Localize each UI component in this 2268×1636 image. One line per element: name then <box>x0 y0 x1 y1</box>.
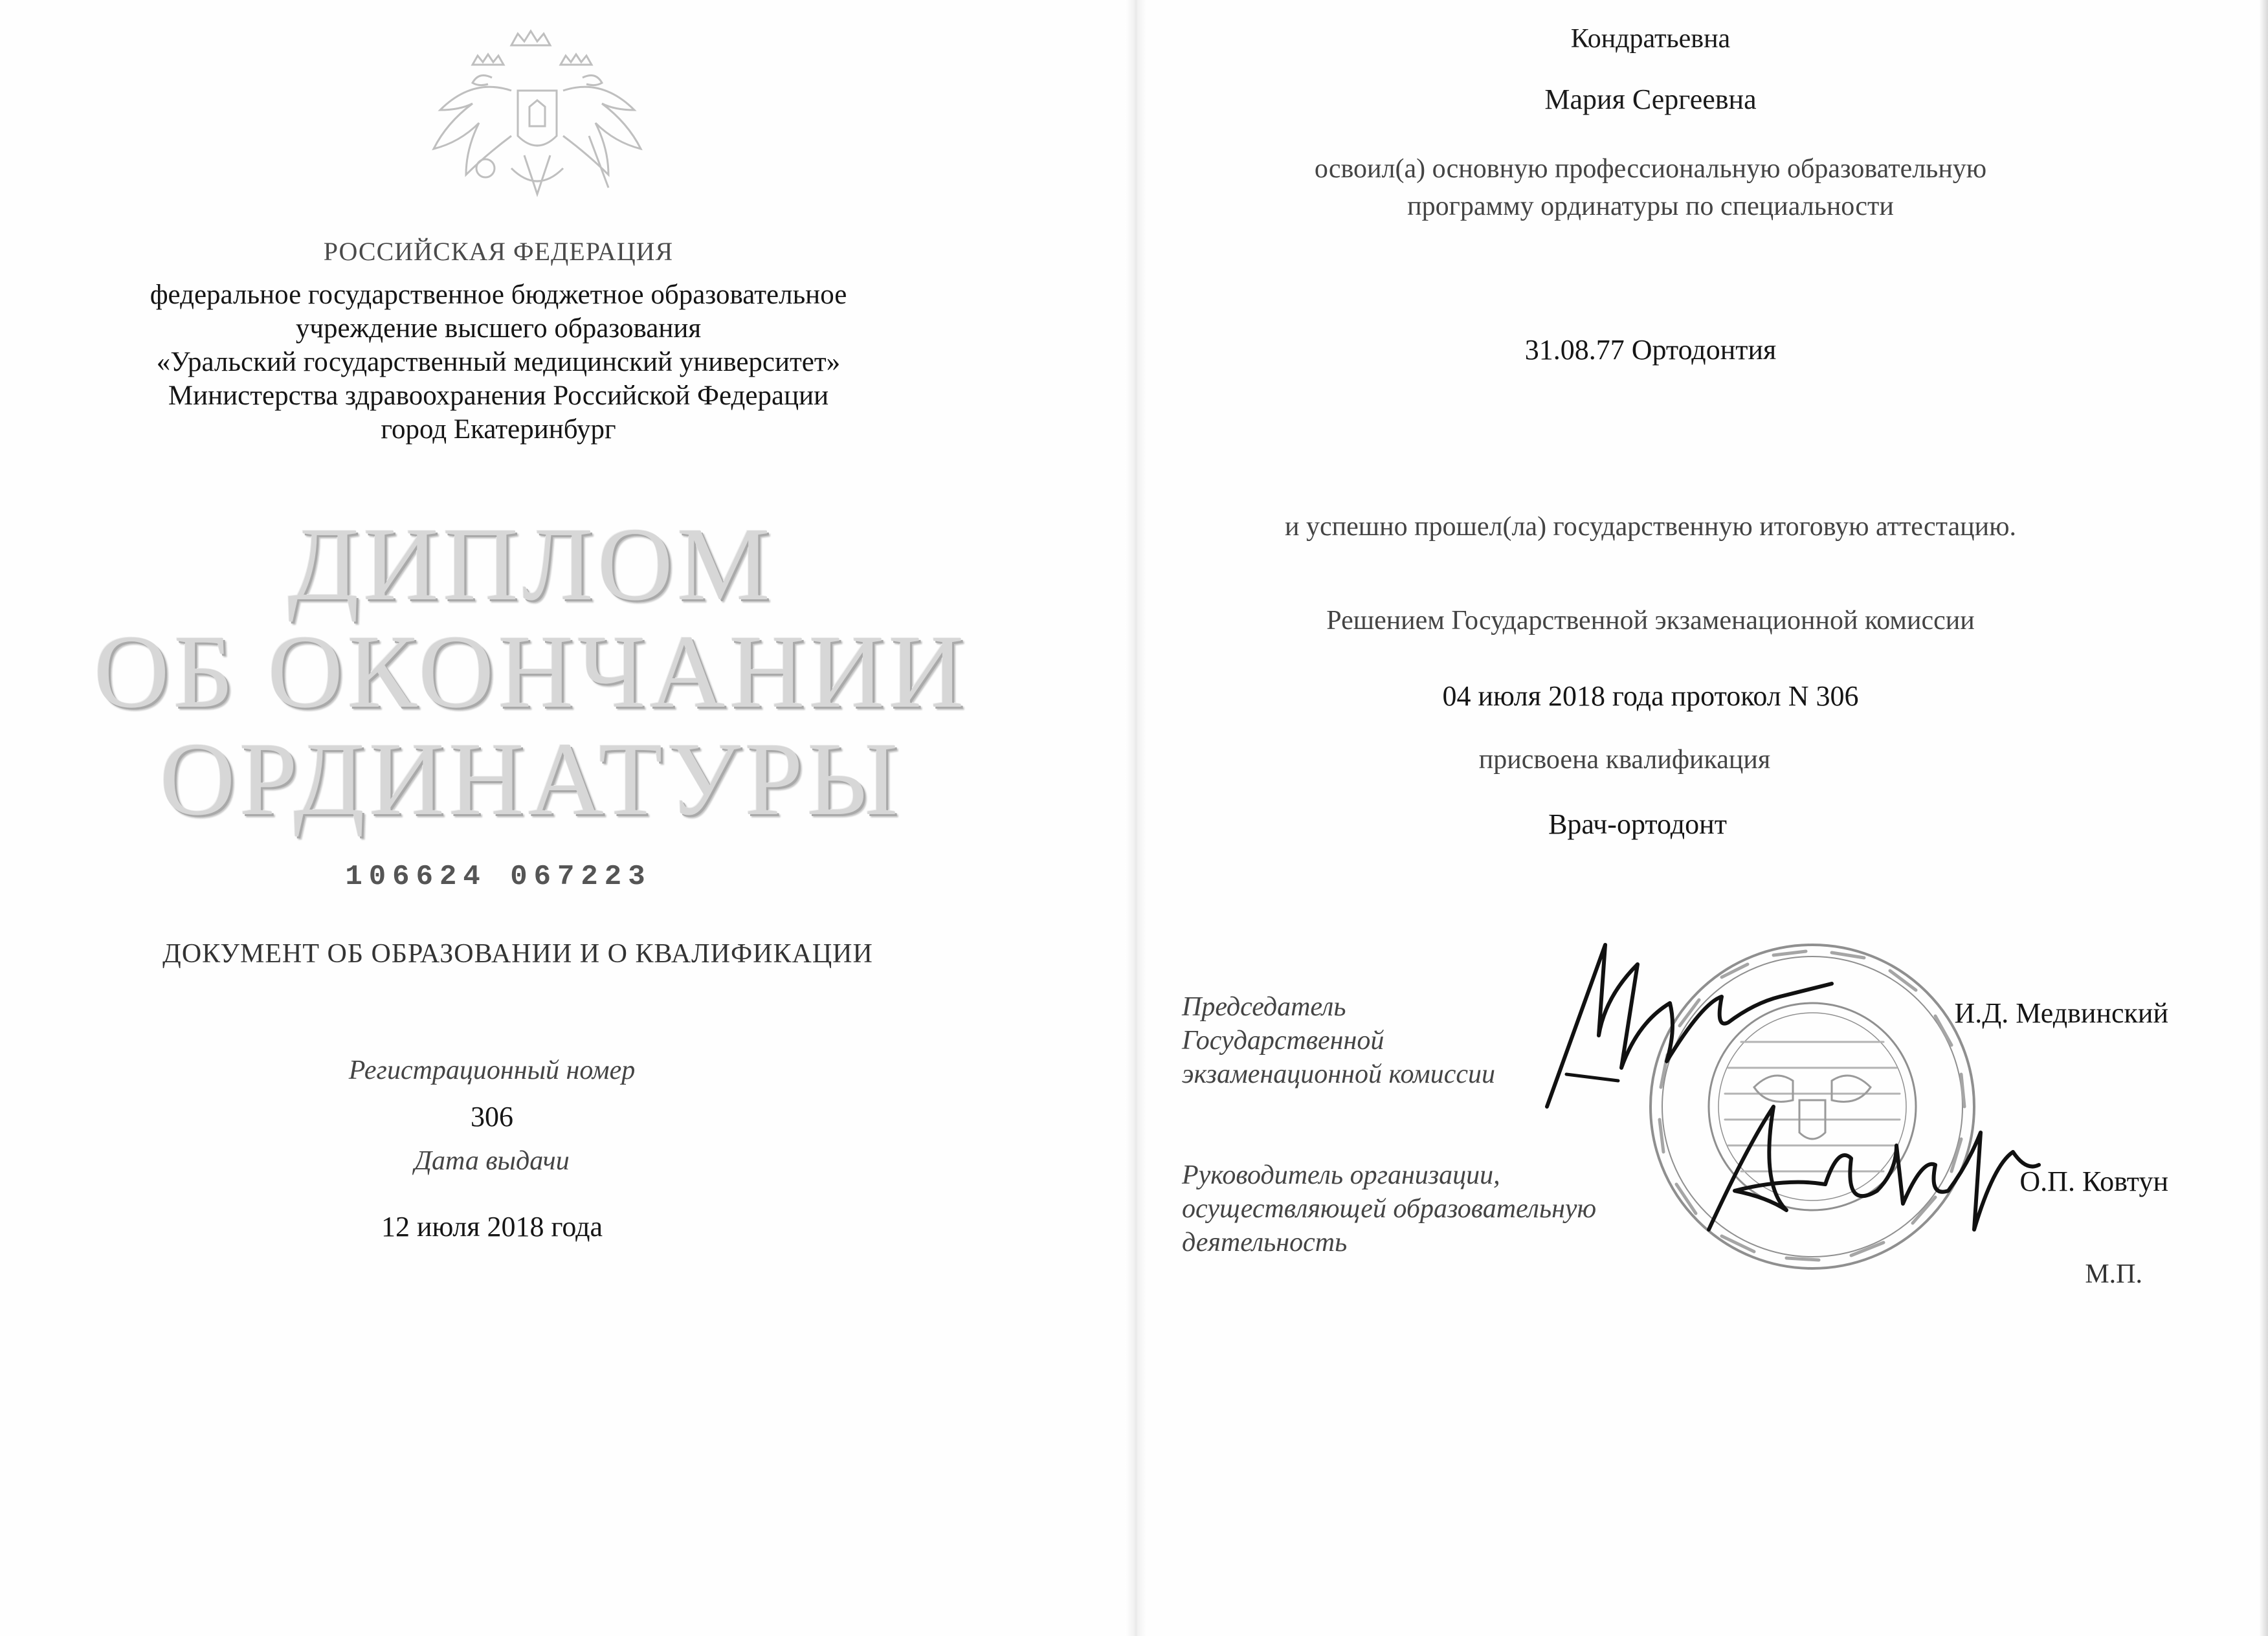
stamp-place-label: М.П. <box>2085 1259 2142 1289</box>
graduate-surname: Кондратьевна <box>1570 24 1731 54</box>
institution-line: «Уральский государственный медицинский университет» <box>156 347 841 377</box>
commission-decision: Решением Государственной экзаменационной комиссии <box>1326 606 1975 636</box>
head-title-line: деятельность <box>1182 1228 1348 1257</box>
registration-label: Регистрационный номер <box>348 1056 636 1085</box>
chair-name: И.Д. Медвинский <box>1954 997 2168 1029</box>
mastered-line: программу ординатуры по специальности <box>1407 192 1894 221</box>
chair-title <box>1182 990 1622 1091</box>
country-name: РОССИЙСКАЯ ФЕДЕРАЦИЯ <box>323 237 674 266</box>
institution-line: Министерства здравоохранения Российской Федерации <box>168 381 829 411</box>
diploma-title-line: ДИПЛОМ <box>287 507 774 623</box>
document-type: ДОКУМЕНТ ОБ ОБРАЗОВАНИИ И О КВАЛИФИКАЦИИ <box>162 939 873 969</box>
chair-title-line: Государственной <box>1182 1026 1384 1056</box>
serial-number: 106624 067223 <box>345 861 652 893</box>
issue-date-label: Дата выдачи <box>414 1146 570 1176</box>
chair-title-line: экзаменационной комиссии <box>1182 1059 1495 1089</box>
mastered-statement <box>1210 150 2091 225</box>
attestation-statement: и успешно прошел(ла) государственную итоговую аттестацию. <box>1285 512 2016 542</box>
head-title <box>1182 1158 1661 1259</box>
diploma-title-line: ОБ ОКОНЧАНИИ <box>93 614 968 730</box>
diploma-title-line: ОРДИНАТУРЫ <box>159 722 902 837</box>
qualification: Врач-ортодонт <box>1548 808 1727 840</box>
chair-title-line: Председатель <box>1182 992 1346 1022</box>
institution-line: город Екатеринбург <box>381 414 616 445</box>
specialty: 31.08.77 Ортодонтия <box>1524 334 1777 366</box>
issue-date: 12 июля 2018 года <box>381 1211 603 1243</box>
head-title-line: осуществляющей образовательную <box>1182 1194 1597 1224</box>
registration-number: 306 <box>471 1101 513 1133</box>
institution-name <box>0 278 997 447</box>
protocol-info: 04 июля 2018 года протокол N 306 <box>1442 680 1859 712</box>
institution-line: федеральное государственное бюджетное образовательное <box>150 280 847 310</box>
qualification-label: присвоена квалификация <box>1478 745 1771 775</box>
mastered-line: освоил(а) основную профессиональную образовательную <box>1314 154 1987 184</box>
diploma-right-page <box>1146 0 2268 1636</box>
diploma-title <box>65 507 997 837</box>
head-name: О.П. Ковтун <box>2019 1166 2168 1197</box>
scan-edge <box>2259 0 2268 1636</box>
institution-line: учреждение высшего образования <box>295 313 702 344</box>
diploma-left-page <box>0 0 1126 1636</box>
head-title-line: Руководитель организации, <box>1182 1160 1500 1190</box>
page-fold <box>1125 0 1147 1636</box>
double-headed-eagle-icon <box>414 19 660 220</box>
graduate-name: Мария Сергеевна <box>1544 83 1757 115</box>
